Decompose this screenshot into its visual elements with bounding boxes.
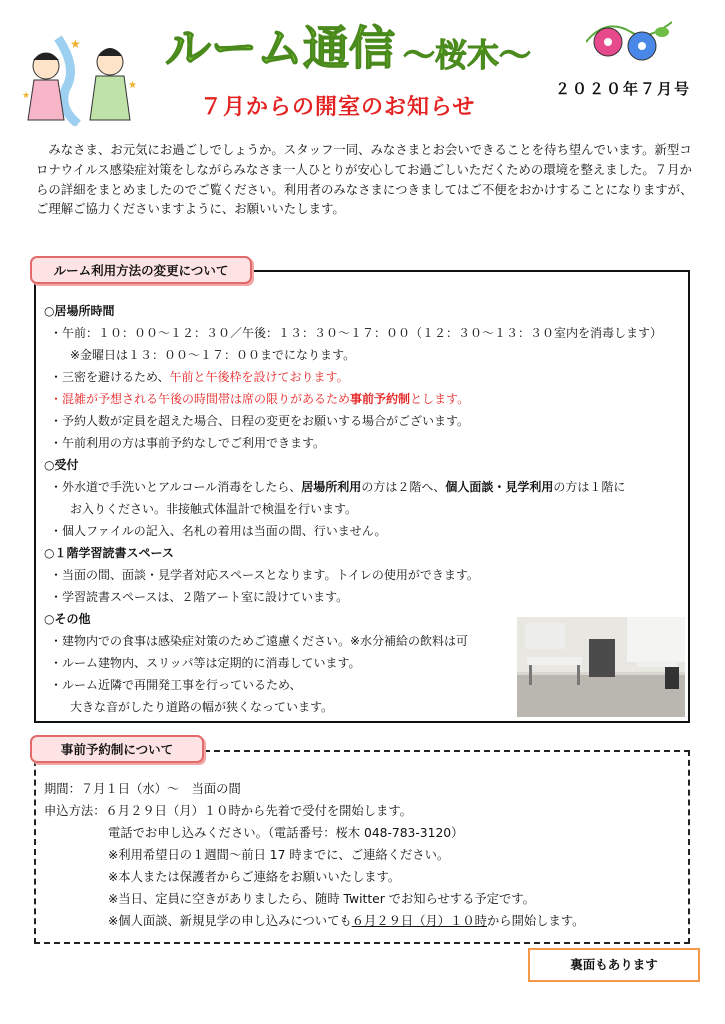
title-suffix: 〜桜木〜 <box>403 36 532 74</box>
masthead-title <box>165 14 585 80</box>
note-line: ※当日、定員に空きがありましたら、随時 Twitter でお知らせする予定です。 <box>108 892 535 906</box>
note-line: ※本人または保護者からご連絡をお願いいたします。 <box>108 870 401 884</box>
room-photo <box>517 617 685 717</box>
phone-line: 電話でお申し込みください。（電話番号：桜木 048-783-3120） <box>108 826 464 840</box>
svg-text:★: ★ <box>70 37 81 51</box>
list-item: ・ 三密を避けるため、午前と午後枠を設けております。 <box>44 366 684 388</box>
reception-heading: ○受付 <box>44 458 79 472</box>
issue-date: ２０２０年７月号 <box>555 80 692 98</box>
intro-paragraph: みなさま、お元気にお過ごしでしょうか。スタッフ一同、みなさまとお会いできることを待ち望んでいます。新型コロナウイルス感染症対策をしながらみなさま一人ひとりが安心してお過ごしいただくための環境を整えました。７月からの詳細をまとめましたのでご覧ください。利用者のみなさまにつきましてはご不便をおかけすることになりますが、ご理解ご協力くださいますように、お願いいたします。 <box>36 142 693 217</box>
list-item: ・ 個人ファイルの記入、名札の着用は当面の間、行いません。 <box>44 520 684 542</box>
usage-change-tag: ルーム利用方法の変更について <box>30 256 252 284</box>
period-line: 期間：７月１日（水）〜 当面の間 <box>44 782 241 796</box>
back-side-note: 裏面もあります <box>528 948 700 982</box>
other-heading: ○その他 <box>44 612 91 626</box>
list-item-continuation: お入りください。非接触式体温計で検温を行います。 <box>70 502 358 516</box>
list-item: ・ 建物内での食事は感染症対策のためご遠慮ください。※水分補給の飲料は可 <box>44 630 684 652</box>
hours-heading: ○居場所時間 <box>44 304 115 318</box>
list-item: ・ ルーム近隣で再開発工事を行っているため、 <box>44 674 684 696</box>
list-item: ・ 午前：１０：００〜１２：３０／午後：１３：３０〜１７：００（１２：３０〜１３：３０室内を消毒します） <box>44 322 684 344</box>
svg-text:★: ★ <box>22 91 31 101</box>
note-line: ※利用希望日の１週間〜前日 17 時までに、ご連絡ください。 <box>108 848 450 862</box>
list-item: ・ 外水道で手洗いとアルコール消毒をしたら、居場所利用の方は２階へ、個人面談・見学利用の方は１階に <box>44 476 684 498</box>
svg-text:★: ★ <box>128 80 137 91</box>
page-subtitle: ７月からの開室のお知らせ <box>200 95 476 120</box>
list-item: ・ 午前利用の方は事前予約なしでご利用できます。 <box>44 432 684 454</box>
list-item: ・ 混雑が予想される午後の時間帯は席の限りがあるため事前予約制とします。 <box>44 388 684 410</box>
study-space-heading: ○１階学習読書スペース <box>44 546 174 560</box>
reservation-content <box>44 778 684 932</box>
list-item: ・ 当面の間、面談・見学者対応スペースとなります。トイレの使用ができます。 <box>44 564 684 586</box>
list-item: ・ ルーム建物内、スリッパ等は定期的に消毒しています。 <box>44 652 684 674</box>
morning-glory-illustration <box>586 12 672 72</box>
list-item-continuation: 大きな音がしたり道路の幅が狭くなっています。 <box>70 700 334 714</box>
title-main: ルーム通信 <box>165 21 395 75</box>
list-item: ・ 学習読書スペースは、２階アート室に設けています。 <box>44 586 684 608</box>
tanabata-couple-illustration <box>18 28 148 126</box>
list-item-note: ※金曜日は１３：００〜１７：００までになります。 <box>70 348 356 362</box>
note-line: ※個人面談、新規見学の申し込みについても６月２９日（月）１０時から開始します。 <box>108 914 585 928</box>
apply-line: 申込方法：６月２９日（月）１０時から先着で受付を開始します。 <box>44 804 412 818</box>
reservation-tag: 事前予約制について <box>30 735 204 763</box>
list-item: ・ 予約人数が定員を超えた場合、日程の変更をお願いする場合がございます。 <box>44 410 684 432</box>
